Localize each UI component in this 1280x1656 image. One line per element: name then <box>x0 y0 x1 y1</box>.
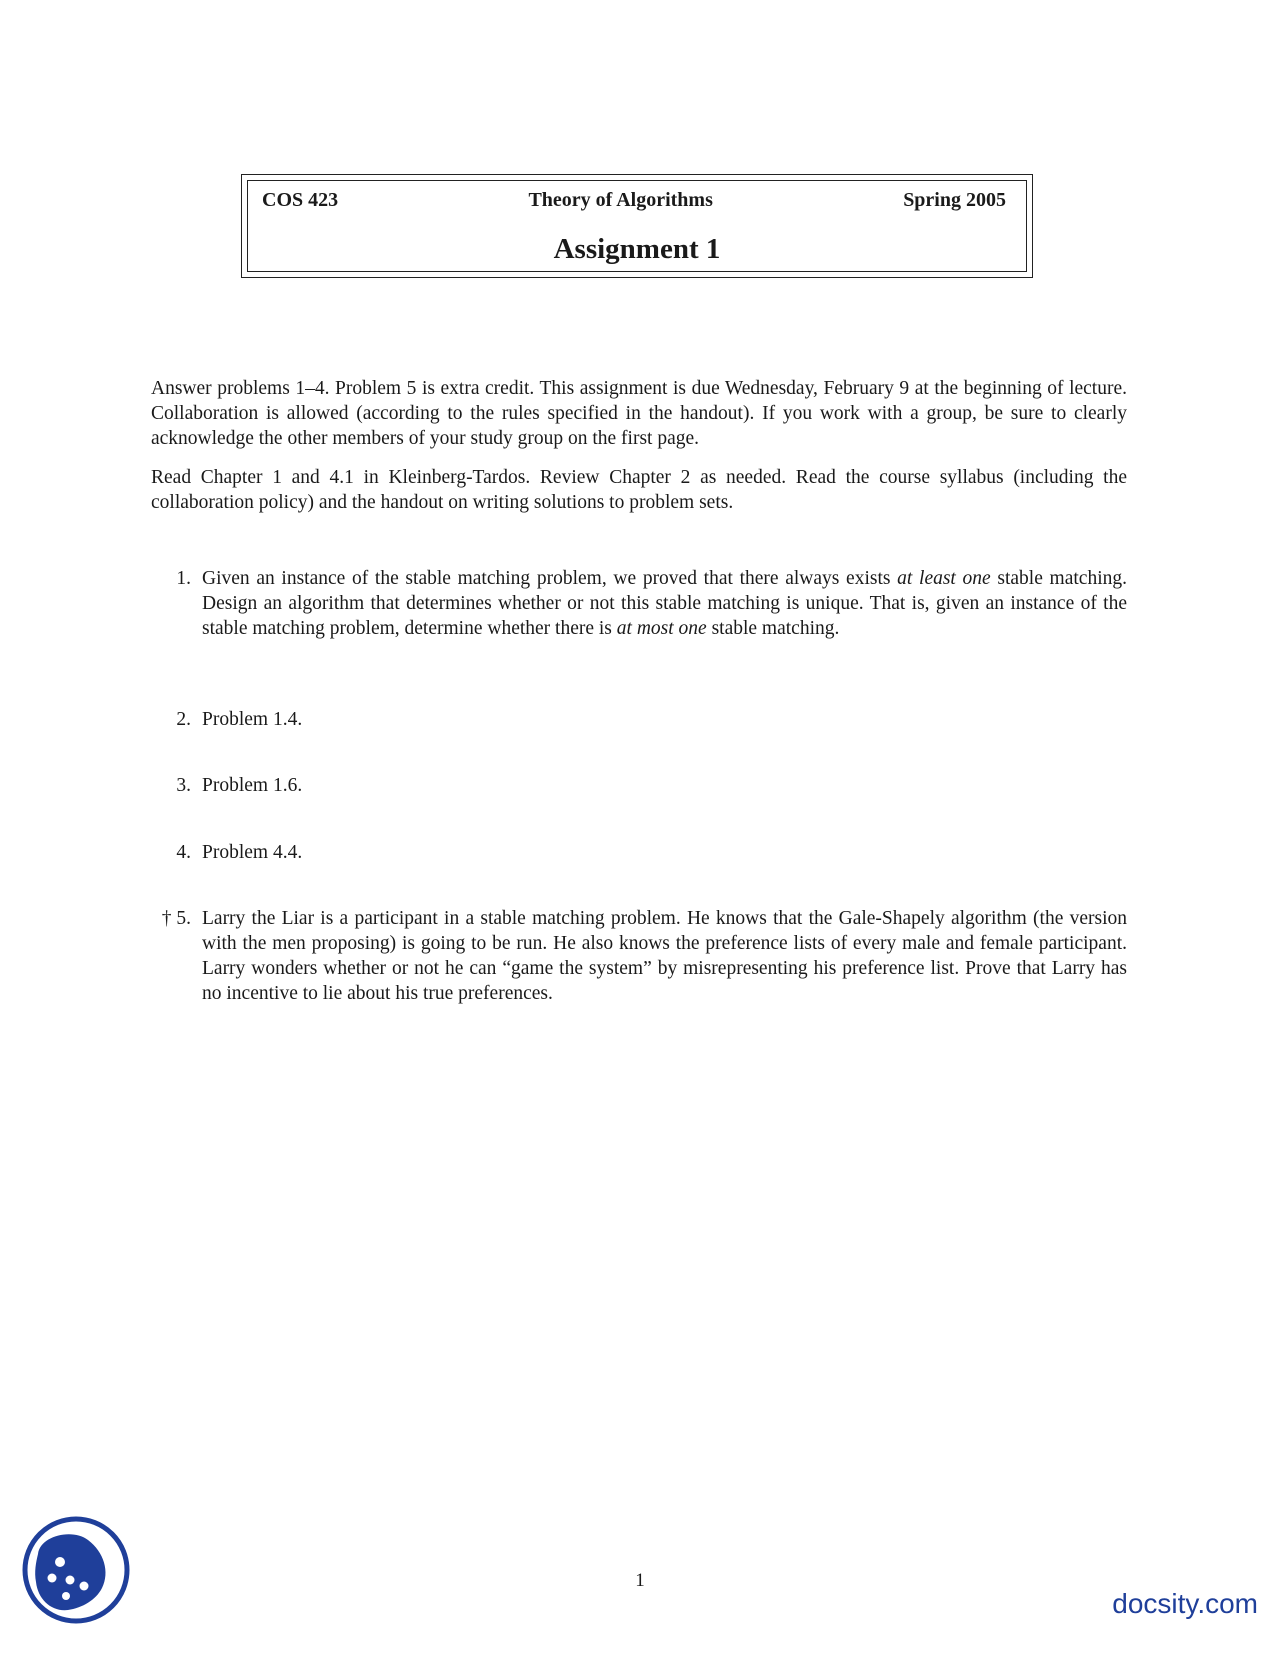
problem-1-text-c: stable matching. <box>706 618 840 639</box>
problem-number: 4. <box>176 842 191 863</box>
problem-4 <box>151 840 1127 865</box>
docsity-watermark[interactable]: docsity.com <box>1112 1588 1258 1619</box>
problem-1-text-a: Given an instance of the stable matching problem, we proved that there always exists <box>202 568 898 589</box>
course-subject: Theory of Algorithms <box>528 189 713 211</box>
intro-text-2: Read Chapter 1 and 4.1 in Kleinberg-Tardos. Review Chapter 2 as needed. Read the course syllabus (including the collaboration policy) and the handout on writing solutions to problem sets. <box>151 467 1127 513</box>
header-row <box>262 189 1006 212</box>
problem-2 <box>151 707 1127 732</box>
problem-text: Larry the Liar is a participant in a stable matching problem. He knows that the Gale-Shapely algorithm (the version with the men proposing) is going to be run. He also knows the preference lists of every male and female participant. Larry wonders whether or not he can “game the system” by misrepresenting his preference list. Prove that Larry has no incentive to lie about his true preferences. <box>202 908 1127 1004</box>
problem-1-emphasis-b: at most one <box>616 618 707 639</box>
assignment-title: Assignment 1 <box>553 233 721 265</box>
header-inner-border <box>247 180 1027 272</box>
problem-text <box>202 566 1127 641</box>
intro-text-1: Answer problems 1–4. Problem 5 is extra credit. This assignment is due Wednesday, February 9 at the beginning of lecture. Collaboration is allowed (according to the rules specified in the handout). If you work with a group, be sure to clearly acknowledge the other members of your study group on the first page. <box>151 378 1127 449</box>
problem-text: Problem 4.4. <box>202 842 303 863</box>
problem-text: Problem 1.6. <box>202 775 303 796</box>
problem-3 <box>151 773 1127 798</box>
page-number: 1 <box>635 1570 645 1591</box>
problem-5 <box>151 906 1127 1006</box>
problem-number: 3. <box>176 775 191 796</box>
docsity-logo-icon <box>22 1516 130 1624</box>
problem-number: 2. <box>176 709 191 730</box>
problem-text: Problem 1.4. <box>202 709 303 730</box>
problem-number: 1. <box>176 568 191 589</box>
header-box <box>241 174 1033 278</box>
course-code: COS 423 <box>262 189 339 211</box>
problem-1-emphasis-a: at least one <box>897 568 991 589</box>
course-term: Spring 2005 <box>903 189 1006 211</box>
problem-number: † 5. <box>161 908 191 929</box>
intro-paragraph-2 <box>151 465 1127 515</box>
intro-paragraph-1 <box>151 376 1127 451</box>
problem-1 <box>151 566 1127 641</box>
problem-1-text-b: stable matching. Design an algorithm that determines whether or not this stable matching is unique. That is, given an instance of the stable matching problem, determine whether there is <box>202 568 1127 639</box>
